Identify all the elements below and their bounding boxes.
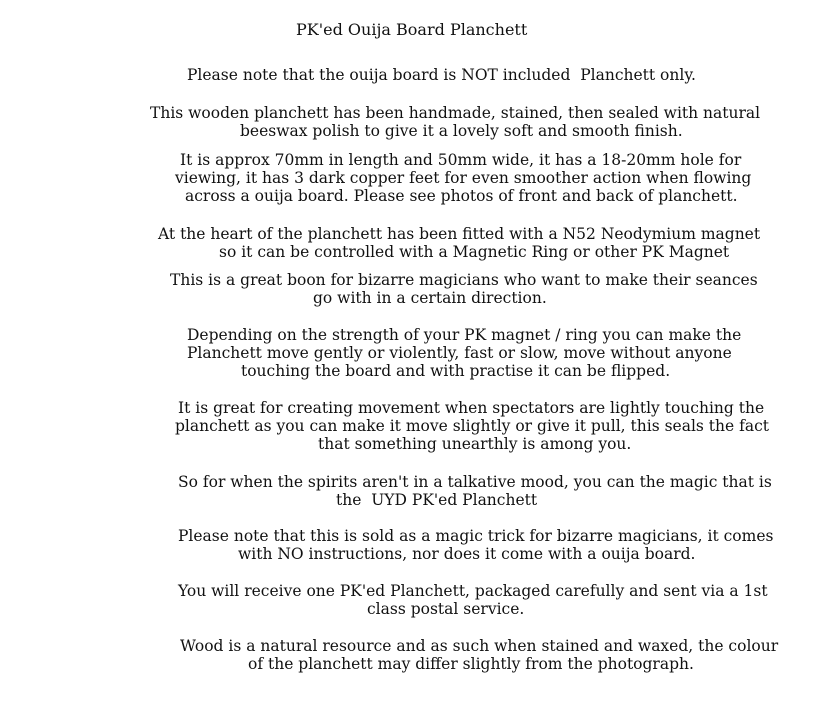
paragraph-7-line-1: It is great for creating movement when spectators are lightly touching the <box>178 399 765 417</box>
paragraph-5-line-2: go with in a certain direction. <box>313 289 547 307</box>
paragraph-4-line-2: so it can be controlled with a Magnetic Ring or other PK Magnet <box>219 243 730 261</box>
paragraph-3-line-1: It is approx 70mm in length and 50mm wide, it has a 18-20mm hole for <box>180 151 742 169</box>
paragraph-6-line-2: Planchett move gently or violently, fast or slow, move without anyone <box>187 344 732 362</box>
paragraph-10-line-1: You will receive one PK'ed Planchett, packaged carefully and sent via a 1st <box>178 582 768 600</box>
paragraph-9-line-1: Please note that this is sold as a magic trick for bizarre magicians, it comes <box>178 527 774 545</box>
paragraph-8-line-2: the UYD PK'ed Planchett <box>336 491 538 509</box>
paragraph-9-line-2: with NO instructions, nor does it come with a ouija board. <box>238 545 696 563</box>
paragraph-6-line-3: touching the board and with practise it can be flipped. <box>241 362 671 380</box>
paragraph-2-line-2: beeswax polish to give it a lovely soft and smooth finish. <box>240 122 683 140</box>
paragraph-8-line-1: So for when the spirits aren't in a talkative mood, you can the magic that is <box>178 473 772 491</box>
paragraph-5-line-1: This is a great boon for bizarre magicians who want to make their seances <box>170 271 758 289</box>
paragraph-4-line-1: At the heart of the planchett has been fitted with a N52 Neodymium magnet <box>158 225 761 243</box>
paragraph-1-line-1: Please note that the ouija board is NOT included Planchett only. <box>187 66 696 84</box>
paragraph-7-line-3: that something unearthly is among you. <box>318 435 632 453</box>
paragraph-11-line-2: of the planchett may differ slightly from the photograph. <box>248 655 694 673</box>
document-title: PK'ed Ouija Board Planchett <box>296 20 528 39</box>
paragraph-2-line-1: This wooden planchett has been handmade, stained, then sealed with natural <box>150 104 761 122</box>
paragraph-6-line-1: Depending on the strength of your PK magnet / ring you can make the <box>187 326 742 344</box>
paragraph-7-line-2: planchett as you can make it move slightly or give it pull, this seals the fact <box>175 417 769 435</box>
paragraph-3-line-3: across a ouija board. Please see photos of front and back of planchett. <box>185 187 738 205</box>
paragraph-3-line-2: viewing, it has 3 dark copper feet for even smoother action when flowing <box>175 169 752 187</box>
paragraph-11-line-1: Wood is a natural resource and as such when stained and waxed, the colour <box>180 637 779 655</box>
paragraph-10-line-2: class postal service. <box>367 600 525 618</box>
